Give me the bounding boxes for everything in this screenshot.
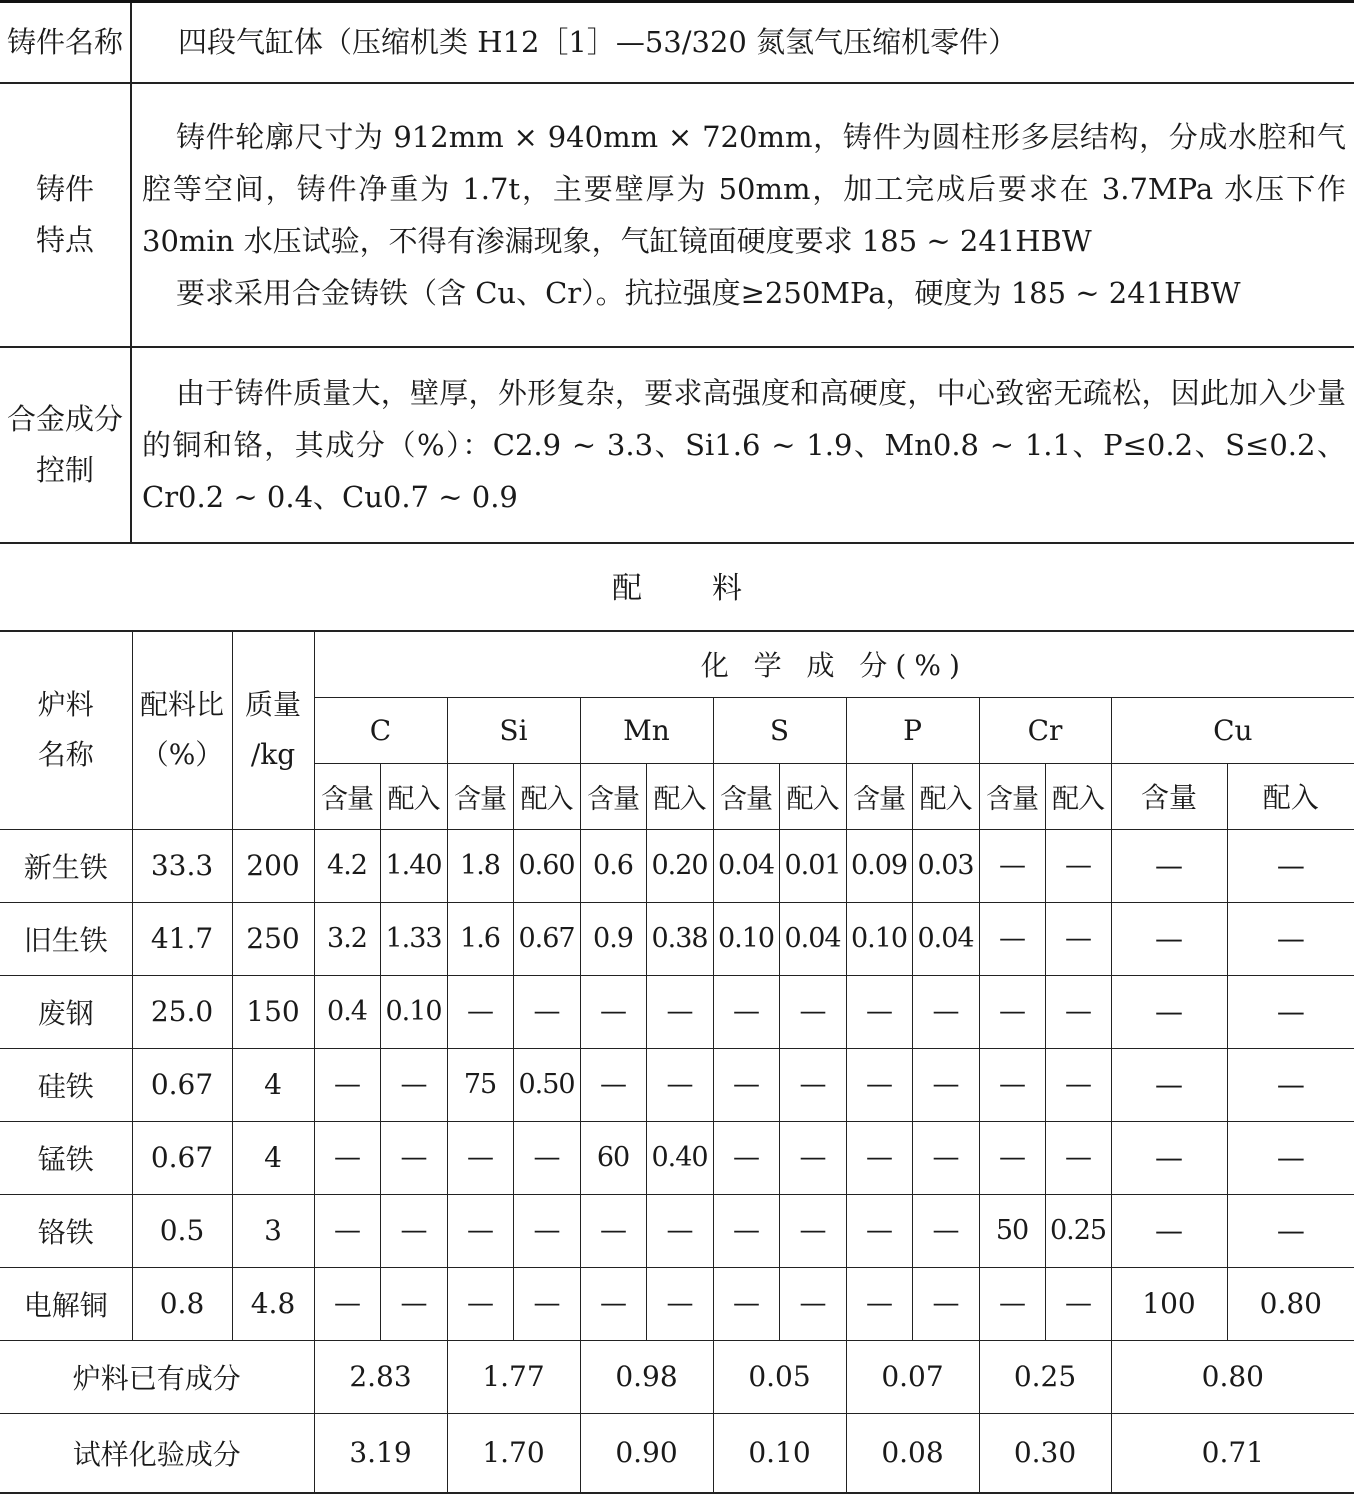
cell-added: 0.04 bbox=[779, 902, 846, 975]
cell-added: — bbox=[1045, 975, 1111, 1048]
cell-content: — bbox=[713, 1121, 779, 1194]
cell-content: 1.8 bbox=[447, 829, 513, 902]
section-title-batching: 配料 bbox=[612, 571, 812, 606]
header-added: 配入 bbox=[380, 763, 447, 829]
table-row bbox=[0, 1267, 1354, 1340]
cell-content: — bbox=[1111, 975, 1227, 1048]
summary-value: 0.08 bbox=[846, 1413, 979, 1493]
header-content: 含量 bbox=[846, 763, 912, 829]
header-mass-line1: 质量 bbox=[244, 688, 301, 722]
cell-content: 60 bbox=[580, 1121, 646, 1194]
cell-added: — bbox=[1227, 902, 1354, 975]
header-chemical-composition: 化 学 成 分(%) bbox=[314, 631, 1354, 697]
label-alloy-line1: 合金成分 bbox=[6, 401, 123, 436]
material-ratio: 0.8 bbox=[132, 1267, 232, 1340]
label-alloy-line2: 控制 bbox=[35, 452, 94, 487]
value-casting-name: 四段气缸体（压缩机类 H12［1］—53/320 氮氢气压缩机零件） bbox=[131, 2, 1354, 83]
label-features-line1: 铸件 bbox=[35, 171, 94, 206]
summary-value: 0.30 bbox=[979, 1413, 1111, 1493]
material-name: 铬铁 bbox=[0, 1194, 132, 1267]
header-ratio bbox=[132, 631, 232, 829]
cell-added: — bbox=[912, 975, 979, 1048]
cell-added: — bbox=[1045, 829, 1111, 902]
casting-info-table bbox=[0, 0, 1354, 544]
cell-content: — bbox=[314, 1048, 380, 1121]
cell-added: 0.67 bbox=[513, 902, 580, 975]
material-name: 锰铁 bbox=[0, 1121, 132, 1194]
cell-content: — bbox=[1111, 1121, 1227, 1194]
cell-content: — bbox=[1111, 1048, 1227, 1121]
header-added: 配入 bbox=[1227, 763, 1354, 829]
cell-content: — bbox=[580, 1048, 646, 1121]
material-ratio: 0.5 bbox=[132, 1194, 232, 1267]
material-mass: 4 bbox=[232, 1121, 314, 1194]
header-added: 配入 bbox=[1045, 763, 1111, 829]
cell-content: — bbox=[713, 1048, 779, 1121]
cell-added: — bbox=[912, 1194, 979, 1267]
summary-value: 0.71 bbox=[1111, 1413, 1354, 1493]
cell-added: — bbox=[380, 1267, 447, 1340]
header-mass-line2: /kg bbox=[250, 738, 296, 772]
material-mass: 150 bbox=[232, 975, 314, 1048]
cell-content: — bbox=[580, 1194, 646, 1267]
header-element-s: S bbox=[713, 697, 846, 763]
cell-added: 0.10 bbox=[380, 975, 447, 1048]
cell-content: — bbox=[713, 1194, 779, 1267]
cell-content: — bbox=[314, 1121, 380, 1194]
cell-content: — bbox=[447, 1267, 513, 1340]
cell-content: — bbox=[1111, 902, 1227, 975]
cell-content: 4.2 bbox=[314, 829, 380, 902]
header-material-name bbox=[0, 631, 132, 829]
cell-content: — bbox=[580, 975, 646, 1048]
header-added: 配入 bbox=[912, 763, 979, 829]
cell-content: — bbox=[846, 1194, 912, 1267]
cell-added: 0.01 bbox=[779, 829, 846, 902]
header-added: 配入 bbox=[646, 763, 713, 829]
cell-added: — bbox=[1045, 1048, 1111, 1121]
summary-value: 0.05 bbox=[713, 1340, 846, 1413]
info-row-alloy bbox=[0, 347, 1354, 543]
material-mass: 4 bbox=[232, 1048, 314, 1121]
cell-content: — bbox=[314, 1194, 380, 1267]
value-casting-features bbox=[131, 83, 1354, 347]
header-added: 配入 bbox=[513, 763, 580, 829]
cell-added: — bbox=[380, 1121, 447, 1194]
cell-content: 0.10 bbox=[846, 902, 912, 975]
header-element-cu: Cu bbox=[1111, 697, 1354, 763]
table-row bbox=[0, 1048, 1354, 1121]
cell-content: — bbox=[846, 1121, 912, 1194]
header-ratio-line1: 配料比 bbox=[139, 688, 224, 722]
cell-content: 50 bbox=[979, 1194, 1045, 1267]
cell-added: 1.33 bbox=[380, 902, 447, 975]
material-mass: 4.8 bbox=[232, 1267, 314, 1340]
cell-added: — bbox=[513, 1121, 580, 1194]
cell-added: — bbox=[513, 975, 580, 1048]
label-casting-name: 铸件名称 bbox=[0, 2, 131, 83]
header-ratio-line2: （%） bbox=[140, 738, 224, 772]
table-row bbox=[0, 902, 1354, 975]
cell-content: 0.10 bbox=[713, 902, 779, 975]
info-row-name bbox=[0, 2, 1354, 83]
cell-content: — bbox=[979, 975, 1045, 1048]
material-name: 电解铜 bbox=[0, 1267, 132, 1340]
label-alloy-control bbox=[0, 347, 131, 543]
summary-label: 炉料已有成分 bbox=[0, 1340, 314, 1413]
cell-added: — bbox=[779, 1194, 846, 1267]
cell-content: — bbox=[979, 1121, 1045, 1194]
cell-added: — bbox=[1045, 1121, 1111, 1194]
summary-value: 0.98 bbox=[580, 1340, 713, 1413]
cell-content: — bbox=[979, 829, 1045, 902]
cell-added: 0.04 bbox=[912, 902, 979, 975]
summary-label: 试样化验成分 bbox=[0, 1413, 314, 1493]
cell-added: — bbox=[646, 975, 713, 1048]
cell-content: 0.09 bbox=[846, 829, 912, 902]
cell-content: — bbox=[979, 1267, 1045, 1340]
material-mass: 250 bbox=[232, 902, 314, 975]
cell-content: — bbox=[846, 1267, 912, 1340]
cell-added: — bbox=[1227, 1121, 1354, 1194]
cell-added: — bbox=[1227, 829, 1354, 902]
cell-added: 0.25 bbox=[1045, 1194, 1111, 1267]
cell-content: 3.2 bbox=[314, 902, 380, 975]
cell-added: — bbox=[513, 1194, 580, 1267]
summary-value: 0.25 bbox=[979, 1340, 1111, 1413]
alloy-paragraph: 由于铸件质量大，壁厚，外形复杂，要求高强度和高硬度，中心致密无疏松，因此加入少量的铜和铬，其成分（%）：C2.9 ~ 3.3、Si1.6 ~ 1.9、Mn0.8 ~ 1.1、P≤0.2、S≤0.2、Cr0.2 ~ 0.4、Cu0.7 ~ 0.9 bbox=[142, 375, 1346, 514]
cell-content: — bbox=[846, 975, 912, 1048]
label-casting-features bbox=[0, 83, 131, 347]
cell-added: — bbox=[646, 1048, 713, 1121]
header-element-cr: Cr bbox=[979, 697, 1111, 763]
summary-value: 0.10 bbox=[713, 1413, 846, 1493]
material-ratio: 25.0 bbox=[132, 975, 232, 1048]
summary-value: 1.77 bbox=[447, 1340, 580, 1413]
cell-added: 0.80 bbox=[1227, 1267, 1354, 1340]
cell-added: — bbox=[1227, 1194, 1354, 1267]
cell-added: 0.20 bbox=[646, 829, 713, 902]
cell-added: — bbox=[912, 1267, 979, 1340]
cell-added: — bbox=[912, 1121, 979, 1194]
cell-content: 1.6 bbox=[447, 902, 513, 975]
header-added: 配入 bbox=[779, 763, 846, 829]
header-content: 含量 bbox=[979, 763, 1045, 829]
info-row-features bbox=[0, 83, 1354, 347]
cell-added: — bbox=[380, 1194, 447, 1267]
header-content: 含量 bbox=[314, 763, 380, 829]
material-name: 废钢 bbox=[0, 975, 132, 1048]
header-element-si: Si bbox=[447, 697, 580, 763]
cell-added: 0.40 bbox=[646, 1121, 713, 1194]
cell-added: — bbox=[779, 1121, 846, 1194]
header-content: 含量 bbox=[1111, 763, 1227, 829]
cell-content: — bbox=[580, 1267, 646, 1340]
cell-added: 0.03 bbox=[912, 829, 979, 902]
summary-value: 0.80 bbox=[1111, 1340, 1354, 1413]
cell-added: — bbox=[1227, 975, 1354, 1048]
table-row bbox=[0, 975, 1354, 1048]
cell-content: — bbox=[447, 1121, 513, 1194]
table-row bbox=[0, 1121, 1354, 1194]
cell-added: — bbox=[513, 1267, 580, 1340]
label-features-line2: 特点 bbox=[35, 222, 94, 257]
cell-added: — bbox=[646, 1194, 713, 1267]
material-ratio: 41.7 bbox=[132, 902, 232, 975]
features-paragraph-2: 要求采用合金铸铁（含 Cu、Cr）。抗拉强度≥250MPa，硬度为 185 ~ 241HBW bbox=[176, 275, 1241, 310]
material-mass: 3 bbox=[232, 1194, 314, 1267]
cell-added: — bbox=[646, 1267, 713, 1340]
material-mass: 200 bbox=[232, 829, 314, 902]
material-name: 新生铁 bbox=[0, 829, 132, 902]
header-element-mn: Mn bbox=[580, 697, 713, 763]
material-name: 旧生铁 bbox=[0, 902, 132, 975]
cell-content: 100 bbox=[1111, 1267, 1227, 1340]
cell-content: — bbox=[846, 1048, 912, 1121]
cell-added: — bbox=[779, 1048, 846, 1121]
header-mass bbox=[232, 631, 314, 829]
cell-content: — bbox=[447, 1194, 513, 1267]
material-ratio: 0.67 bbox=[132, 1048, 232, 1121]
cell-added: — bbox=[1045, 902, 1111, 975]
cell-added: 0.38 bbox=[646, 902, 713, 975]
summary-value: 1.70 bbox=[447, 1413, 580, 1493]
header-content: 含量 bbox=[580, 763, 646, 829]
material-ratio: 0.67 bbox=[132, 1121, 232, 1194]
cell-content: — bbox=[713, 1267, 779, 1340]
table-row bbox=[0, 1194, 1354, 1267]
cell-added: — bbox=[779, 975, 846, 1048]
cell-added: — bbox=[380, 1048, 447, 1121]
value-alloy-control bbox=[131, 347, 1354, 543]
header-content: 含量 bbox=[713, 763, 779, 829]
features-paragraph-1: 铸件轮廓尺寸为 912mm × 940mm × 720mm，铸件为圆柱形多层结构，分成水腔和气腔等空间，铸件净重为 1.7t，主要壁厚为 50mm，加工完成后要求在 3.7MPa 水压下作 30min 水压试验，不得有渗漏现象，气缸镜面硬度要求 185 ~ 241HBW bbox=[142, 119, 1346, 258]
material-ratio: 33.3 bbox=[132, 829, 232, 902]
cell-content: 0.9 bbox=[580, 902, 646, 975]
header-row-1 bbox=[0, 631, 1354, 697]
material-name: 硅铁 bbox=[0, 1048, 132, 1121]
header-material-line1: 炉料 bbox=[37, 688, 94, 722]
header-element-c: C bbox=[314, 697, 447, 763]
cell-content: 0.04 bbox=[713, 829, 779, 902]
summary-value: 0.90 bbox=[580, 1413, 713, 1493]
cell-content: 0.4 bbox=[314, 975, 380, 1048]
summary-value: 2.83 bbox=[314, 1340, 447, 1413]
cell-content: — bbox=[713, 975, 779, 1048]
cell-content: 75 bbox=[447, 1048, 513, 1121]
cell-added: — bbox=[912, 1048, 979, 1121]
cell-content: — bbox=[979, 902, 1045, 975]
summary-value: 3.19 bbox=[314, 1413, 447, 1493]
summary-row bbox=[0, 1340, 1354, 1413]
header-content: 含量 bbox=[447, 763, 513, 829]
batching-table bbox=[0, 630, 1354, 1494]
cell-content: 0.6 bbox=[580, 829, 646, 902]
cell-added: — bbox=[1227, 1048, 1354, 1121]
cell-content: — bbox=[1111, 829, 1227, 902]
summary-row bbox=[0, 1413, 1354, 1493]
cell-added: — bbox=[1045, 1267, 1111, 1340]
summary-value: 0.07 bbox=[846, 1340, 979, 1413]
table-row bbox=[0, 829, 1354, 902]
cell-added: — bbox=[779, 1267, 846, 1340]
cell-added: 1.40 bbox=[380, 829, 447, 902]
cell-added: 0.60 bbox=[513, 829, 580, 902]
cell-content: — bbox=[314, 1267, 380, 1340]
header-material-line2: 名称 bbox=[37, 738, 94, 772]
cell-content: — bbox=[447, 975, 513, 1048]
cell-content: — bbox=[1111, 1194, 1227, 1267]
cell-added: 0.50 bbox=[513, 1048, 580, 1121]
cell-content: — bbox=[979, 1048, 1045, 1121]
header-element-p: P bbox=[846, 697, 979, 763]
